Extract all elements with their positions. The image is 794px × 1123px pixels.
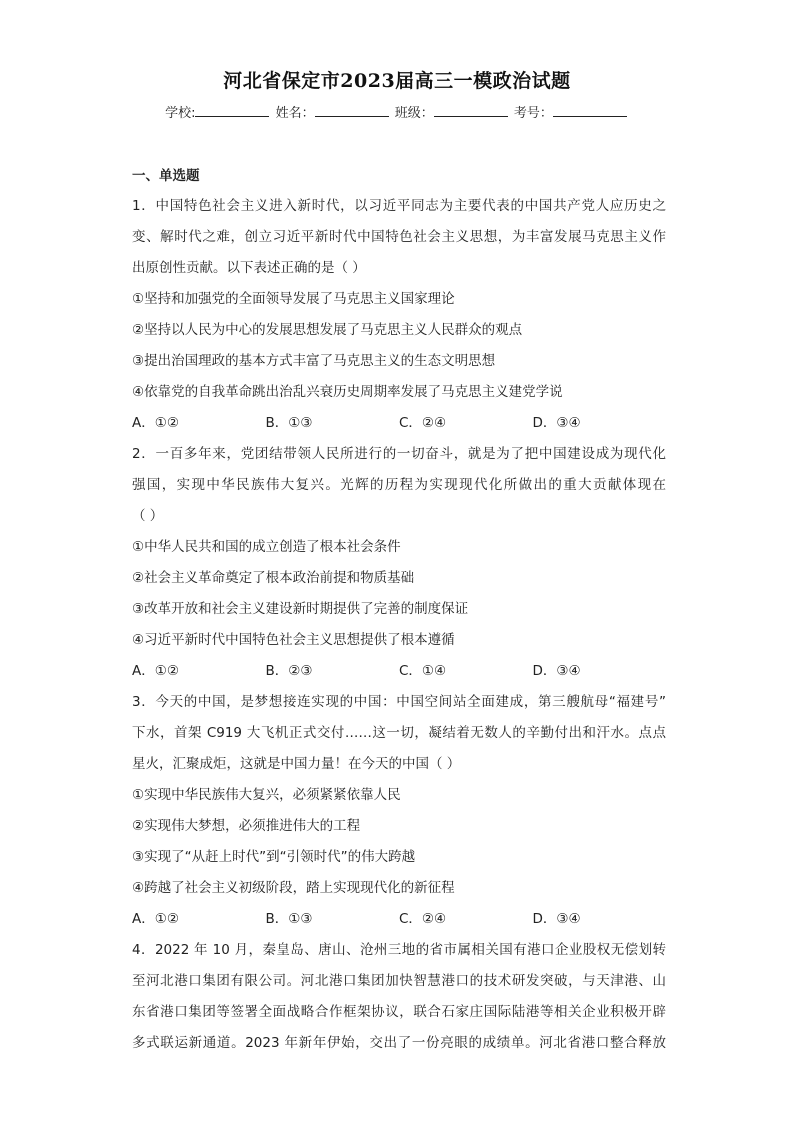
option-d[interactable]: D．③④	[532, 663, 581, 679]
answer-options	[132, 904, 666, 935]
option-b[interactable]: B．①③	[265, 911, 313, 927]
statement-item: ④习近平新时代中国特色社会主义思想提供了根本遵循	[132, 632, 455, 648]
class-blank[interactable]	[434, 103, 508, 117]
name-label: 姓名：	[275, 106, 315, 121]
student-info-line	[0, 102, 794, 121]
section-heading: 一、单选题	[132, 168, 200, 184]
question-stem-line: 星火，汇聚成炬，这就是中国力量！在今天的中国（ ）	[132, 756, 461, 772]
statement-item: ①坚持和加强党的全面领导发展了马克思主义国家理论	[132, 291, 455, 307]
question-2	[132, 439, 666, 687]
statement-item: ④依靠党的自我革命跳出治乱兴衰历史周期率发展了马克思主义建党学说	[132, 384, 563, 400]
statement-item: ④跨越了社会主义初级阶段，踏上实现现代化的新征程	[132, 880, 455, 896]
number-label: 考号：	[513, 106, 553, 121]
statement-item: ③实现了“从赶上时代”到“引领时代”的伟大跨越	[132, 849, 416, 865]
option-d[interactable]: D．③④	[532, 911, 581, 927]
option-a[interactable]: A．①②	[132, 911, 179, 927]
option-a[interactable]: A．①②	[132, 415, 179, 431]
option-d[interactable]: D．③④	[532, 415, 581, 431]
question-3	[132, 687, 666, 935]
class-label: 班级：	[394, 106, 434, 121]
statement-item: ③提出治国理政的基本方式丰富了马克思主义的生态文明思想	[132, 353, 496, 369]
page-title: 河北省保定市2023届高三一模政治试题	[223, 70, 571, 92]
question-stem-line: 下水，首架 C919 大飞机正式交付……这一切，凝结着无数人的辛勤付出和汗水。点点	[132, 725, 666, 741]
question-stem-line: 3．今天的中国，是梦想接连实现的中国：中国空间站全面建成，第三艘航母“福建号”	[132, 694, 666, 710]
statement-item: ②坚持以人民为中心的发展思想发展了马克思主义人民群众的观点	[132, 322, 523, 338]
question-4	[132, 935, 666, 1059]
school-label: 学校:	[165, 106, 196, 121]
question-stem-line: 变、解时代之难，创立习近平新时代中国特色社会主义思想，为丰富发展马克思主义作	[132, 229, 666, 245]
number-blank[interactable]	[553, 103, 627, 117]
question-stem-line: 至河北港口集团有限公司。河北港口集团加快智慧港口的技术研发突破，与天津港、山	[132, 973, 666, 989]
statement-item: ①实现中华民族伟大复兴，必须紧紧依靠人民	[132, 787, 401, 803]
question-stem-line: 1．中国特色社会主义进入新时代，以习近平同志为主要代表的中国共产党人应历史之	[132, 198, 666, 214]
statement-item: ②实现伟大梦想，必须推进伟大的工程	[132, 818, 361, 834]
statement-item: ②社会主义革命奠定了根本政治前提和物质基础	[132, 570, 415, 586]
question-1	[132, 191, 666, 439]
statement-item: ③改革开放和社会主义建设新时期提供了完善的制度保证	[132, 601, 469, 617]
question-stem-line: 出原创性贡献。以下表述正确的是（ ）	[132, 260, 366, 276]
question-stem-line: 强国，实现中华民族伟大复兴。光辉的历程为实现现代化所做出的重大贡献体现在	[132, 477, 666, 493]
question-stem-line: 东省港口集团等签署全面战略合作框架协议，联合石家庄国际陆港等相关企业积极开辟	[132, 1004, 666, 1020]
question-stem-line: （ ）	[132, 508, 164, 524]
question-stem-line: 2．一百多年来，党团结带领人民所进行的一切奋斗，就是为了把中国建设成为现代化	[132, 446, 666, 462]
answer-options	[132, 656, 666, 687]
option-b[interactable]: B．②③	[265, 663, 313, 679]
option-c[interactable]: C．②④	[399, 415, 447, 431]
option-b[interactable]: B．①③	[265, 415, 313, 431]
option-c[interactable]: C．①④	[399, 663, 447, 679]
statement-item: ①中华人民共和国的成立创造了根本社会条件	[132, 539, 401, 555]
questions-content	[132, 164, 666, 1059]
option-a[interactable]: A．①②	[132, 663, 179, 679]
name-blank[interactable]	[315, 103, 389, 117]
question-stem-line: 4．2022 年 10 月，秦皇岛、唐山、沧州三地的省市属相关国有港口企业股权无偿划转	[132, 942, 666, 958]
option-c[interactable]: C．②④	[399, 911, 447, 927]
question-stem-line: 多式联运新通道。2023 年新年伊始，交出了一份亮眼的成绩单。河北省港口整合释放	[132, 1035, 666, 1051]
answer-options	[132, 408, 666, 439]
school-blank[interactable]	[195, 103, 269, 117]
